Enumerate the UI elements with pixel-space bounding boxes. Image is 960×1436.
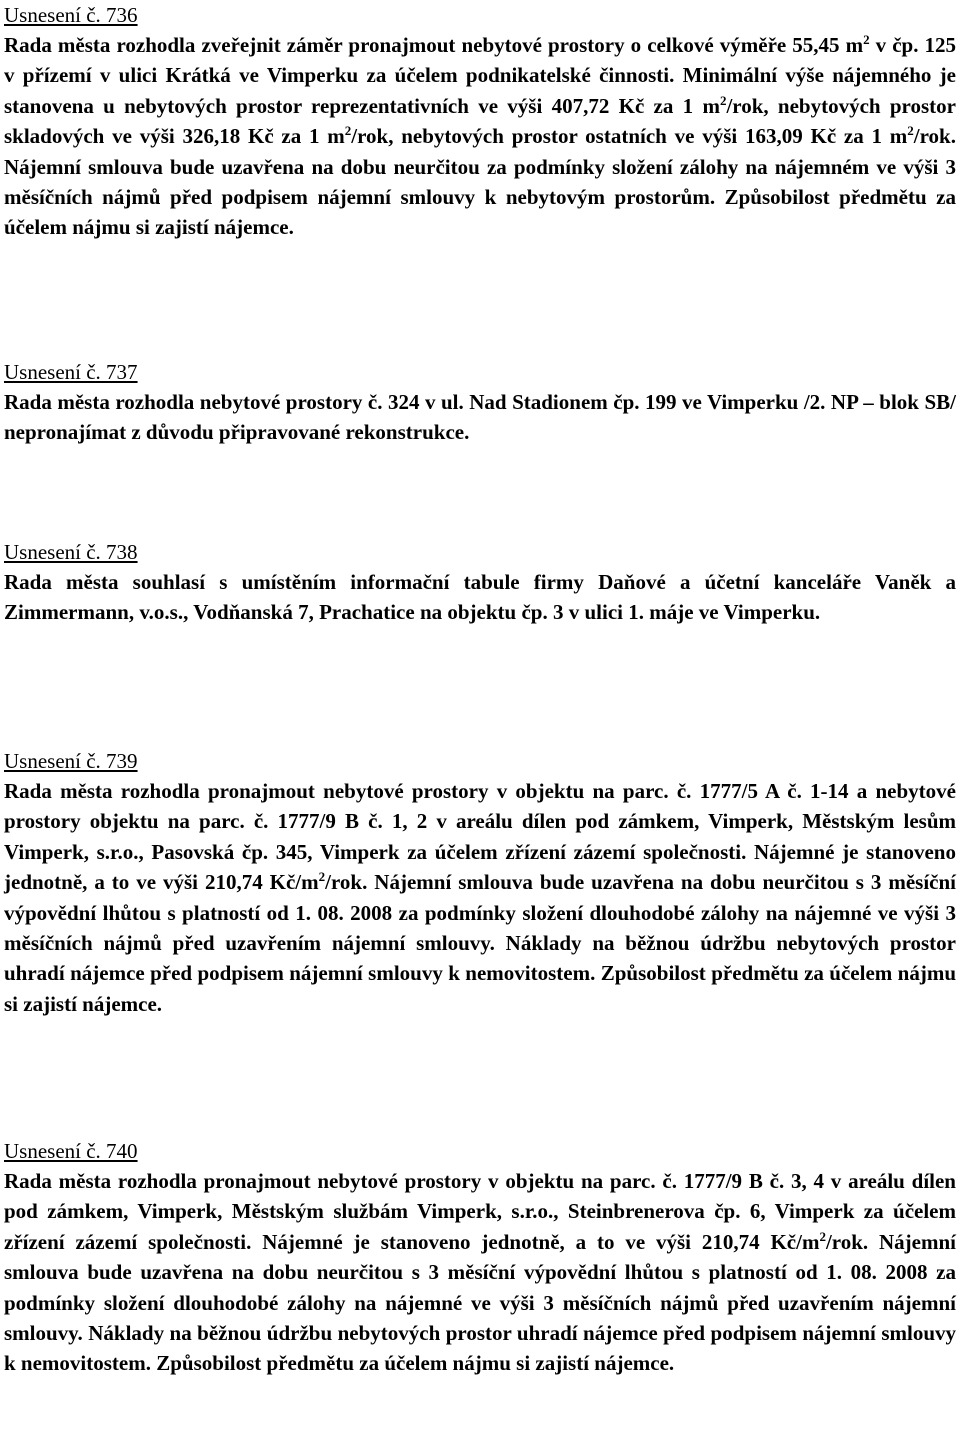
resolution-text: Rada města rozhodla zveřejnit záměr pronajmout nebytové prostory o celkové výměře 55,45 $m^2$ v čp. 125 v přízemí v ulici Krátká ve Vimperku za účelem podnikatelské činnosti. Minimální výše nájemného je stanovena u nebytových prostor reprezentativních ve výši 407,72 Kč za 1 $m^2$/rok, nebytových prostor skladových ve výši 326,18 Kč za 1 $m^2$/rok, nebytových prostor ostatních ve výši 163,09 Kč za 1 $m^2$/rok. Nájemní smlouva bude uzavřena na dobu neurčitou za podmínky složení zálohy na nájemném ve výši 3 měsíčních nájmů před podpisem nájemní smlouvy k nebytovým prostorům. Způsobilost předmětu za účelem nájmu si zajistí nájemce. [4, 32, 957, 240]
resolution-text: Rada města rozhodla pronajmout nebytové prostory v objektu na parc. č. 1777/5 A č. 1-14 a nebytové prostory objektu na parc. č. 1777/9 B č. 1, 2 v areálu dílen pod zámkem, Vimperk, Městským lesům Vimperk, s.r.o., Pasovská čp. 345, Vimperk za účelem zřízení zázemí společnosti. Nájemné je stanoveno jednotně, a to ve výši 210,74 $Kč/m^2$/rok. Nájemní smlouva bude uzavřena na dobu neurčitou s 3 měsíční výpovědní lhůtou s platností od 1. 08. 2008 za podmínky složení dlouhodobé zálohy na nájemné ve výši 3 měsíčních nájmů před uzavřením nájemní smlouvy. Náklady na běžnou údržbu nebytových prostor uhradí nájemce před podpisem nájemní smlouvy k nemovitostem. Způsobilost předmětu za účelem nájmu si zajistí nájemce. [4, 779, 956, 1016]
resolution-737 [4, 357, 956, 448]
resolution-739 [4, 746, 956, 1019]
resolution-text: Rada města rozhodla pronajmout nebytové prostory v objektu na parc. č. 1777/9 B č. 3, 4 v areálu dílen pod zámkem, Vimperk, Městským službám Vimperk, s.r.o., Steinbrenerova čp. 6, Vimperk za účelem zřízení zázemí společnosti. Nájemné je stanoveno jednotně, a to ve výši 210,74 $Kč/m^2$/rok. Nájemní smlouva bude uzavřena na dobu neurčitou s 3 měsíční výpovědní lhůtou s platností od 1. 08. 2008 za podmínky složení dlouhodobé zálohy na nájemné ve výši 3 měsíčních nájmů před uzavřením nájemní smlouvy. Náklady na běžnou údržbu nebytových prostor uhradí nájemce před podpisem nájemní smlouvy k nemovitostem. Způsobilost předmětu za účelem nájmu si zajistí nájemce. [4, 1169, 956, 1376]
resolution-heading: Usnesení č. 740 [4, 1139, 138, 1163]
resolution-740 [4, 1136, 956, 1379]
resolution-heading: Usnesení č. 737 [4, 360, 138, 384]
superscript: 2 [819, 1228, 826, 1244]
resolution-736 [4, 0, 956, 243]
resolution-heading: Usnesení č. 739 [4, 749, 138, 773]
superscript: 2 [344, 123, 352, 139]
resolution-738 [4, 537, 956, 628]
resolution-text: Rada města souhlasí s umístěním informační tabule firmy Daňové a účetní kanceláře Vaněk a Zimmermann, v.o.s., Vodňanská 7, Prachatice na objektu čp. 3 v ulici 1. máje ve Vimperku. [4, 570, 956, 625]
resolution-heading: Usnesení č. 738 [4, 540, 138, 564]
resolution-text: Rada města rozhodla nebytové prostory č. 324 v ul. Nad Stadionem čp. 199 ve Vimperku /2. NP – blok SB/ nepronajímat z důvodu připravované rekonstrukce. [4, 390, 956, 445]
superscript: 2 [318, 869, 326, 885]
superscript: 2 [863, 32, 870, 47]
superscript: 2 [907, 123, 914, 139]
resolution-heading: Usnesení č. 736 [4, 3, 138, 27]
superscript: 2 [719, 92, 727, 108]
